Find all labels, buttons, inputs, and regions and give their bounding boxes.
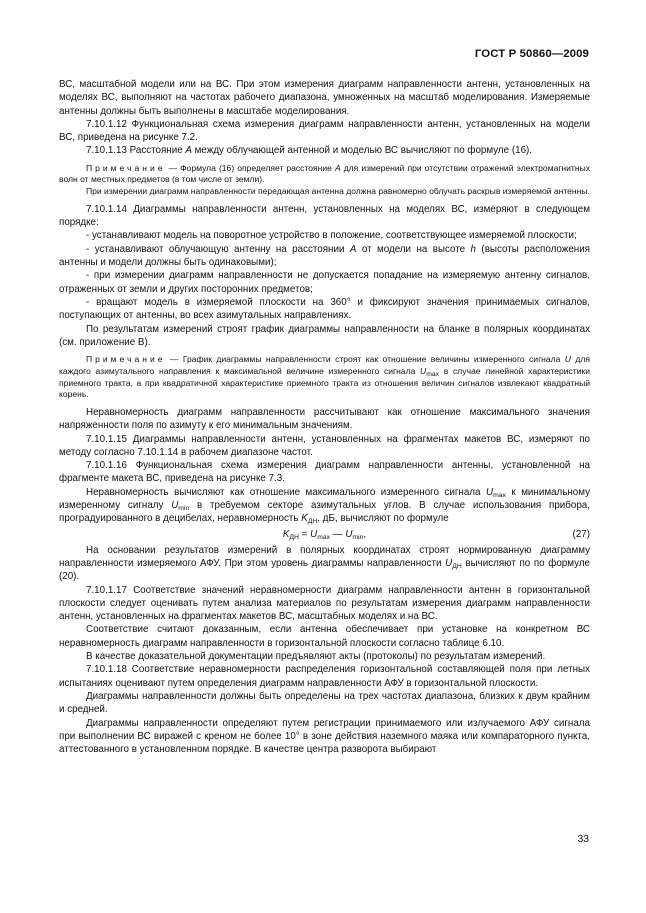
paragraph: 7.10.1.17 Соответствие значений неравномерности диаграмм направленности антенн в горизонтальной плоскости следует оценивать путем анализа материалов по результатам измерения диаграмм направленности антенн, установленных на фрагментах макетов ВС, масштабных моделях и на ВС. (59, 584, 590, 623)
paragraph: Неравномерность вычисляют как отношение максимального измеренного сигнала $U_{max}$ к минимальному измеренному сигналу $U_{min}$ в требуемом секторе азимутальных углов. В случае использования прибора, проградуированного в децибелах, неравномерность $K_{ДН}$, дБ, вычисляют по формуле (59, 486, 590, 526)
paragraph: 7.10.1.15 Диаграммы направленности антенн, установленных на фрагментах макетов ВС, измеряют по методу согласно 7.10.1.14 в рабочем диапазоне частот. (59, 433, 590, 458)
paragraph: 7.10.1.14 Диаграммы направленности антенн, установленных на моделях ВС, измеряют в следующем порядке: (59, 203, 590, 229)
note: При измерении диаграмм направленности передающая антенна должна равномерно облучать раскрыв измеряемой антенны. (86, 186, 590, 197)
note-label: Примечание (86, 162, 166, 173)
formula-number: (27) (572, 528, 590, 540)
note-label: Примечание (86, 354, 166, 365)
formula-27 (59, 528, 590, 544)
page-number: 33 (577, 834, 589, 845)
paragraph: 7.10.1.12 Функциональная схема измерения диаграмм направленности антенн, установленных на модели ВС, приведена на рисунке 7.2. (59, 118, 590, 144)
list-item: - устанавливают облучающую антенну на расстоянии А от модели на высоте h (высоты расположения антенны и модели должны быть одинаковыми); (59, 243, 590, 269)
paragraph: По результатам измерений строят график диаграммы направленности на бланке в полярных координатах (см. приложение В). (59, 323, 590, 348)
list-item: - устанавливают модель на поворотное устройство в положение, соответствующее измеряемой плоскости; (86, 230, 577, 242)
paragraph: Соответствие считают доказанным, если антенна обеспечивает при установке на конкретном ВС неравномерность диаграмм направленности в горизонтальной плоскости согласно таблице 6.10. (59, 624, 590, 649)
paragraph: 7.10.1.13 Расстояние А между облучающей антенной и моделью ВС вычисляют по формуле (16). (86, 145, 533, 157)
paragraph: ВС, масштабной модели или на ВС. При этом измерения диаграмм направленности антенн, установленных на моделях ВС, выполняют на частотах рабочего диапазона, умноженных на масштаб моделирования. Измеряемые антенны должны быть выполнены в масштабе моделирования. (59, 79, 590, 117)
paragraph: Диаграммы направленности должны быть определены на трех частотах диапазона, близких к двум крайним и средней. (59, 690, 590, 716)
page-header-doc-number: ГОСТ Р 50860—2009 (474, 48, 589, 60)
paragraph: 7.10.1.18 Соответствие неравномерности распределения горизонтальной составляющей поля при летных испытаниях оценивают путем определения диаграмм направленности АФУ в горизонтальной плоскости. (59, 664, 590, 689)
list-item: - при измерении диаграмм направленности не допускается попадание на измеряемую антенну сигналов, отраженных от земли и других посторонних предметов; (59, 270, 590, 295)
paragraph: Диаграммы направленности определяют путем регистрации принимаемого или излучаемого АФУ сигнала при выполнении ВС виражей с креном не более 10° в зоне действия наземного маяка или компараторного пункта, аттестованного в установленном порядке. В качестве центра разворота выбирают (59, 717, 590, 756)
note: Примечание — График диаграммы направленности строят как отношение величины измеренного сигнала U для каждого азимутального направления к максимальной величине измеренного сигнала $U_{max}$ в случае линейной характеристики приемного тракта, а при квадратичной характеристике приемного тракта из отношения величин сигналов извлекают квадратный корень. (59, 354, 590, 400)
body-text (59, 78, 590, 756)
paragraph: На основании результатов измерений в полярных координатах строят нормированную диаграмму направленности измеряемого АФУ. При этом уровень диаграммы направленности $U_{ДН}$ вычисляют по по формуле (20). (59, 544, 590, 583)
paragraph: 7.10.1.16 Функциональная схема измерения диаграмм направленности антенны, установленной на фрагменте макета ВС, приведена на рисунке 7.3. (59, 460, 590, 485)
note: Примечание — Формула (16) определяет расстояние А для измерений при отсутствии отражений электромагнитных волн от местных предметов (в том числе от земли). (59, 162, 590, 185)
formula-expression: $K_{ДН} = U_{max}$ — $U_{min}$, (282, 528, 367, 541)
list-item: - вращают модель в измеряемой плоскости на 360° и фиксируют значения принимаемых сигналов, поступающих от антенны, во всех азимутальных направлениях. (59, 296, 590, 322)
paragraph: Неравномерность диаграмм направленности рассчитывают как отношение максимального значения напряженности поля по азимуту к его минимальным значениям. (59, 406, 590, 432)
paragraph: В качестве доказательной документации предъявляют акты (протоколы) по результатам измерений. (86, 651, 546, 663)
